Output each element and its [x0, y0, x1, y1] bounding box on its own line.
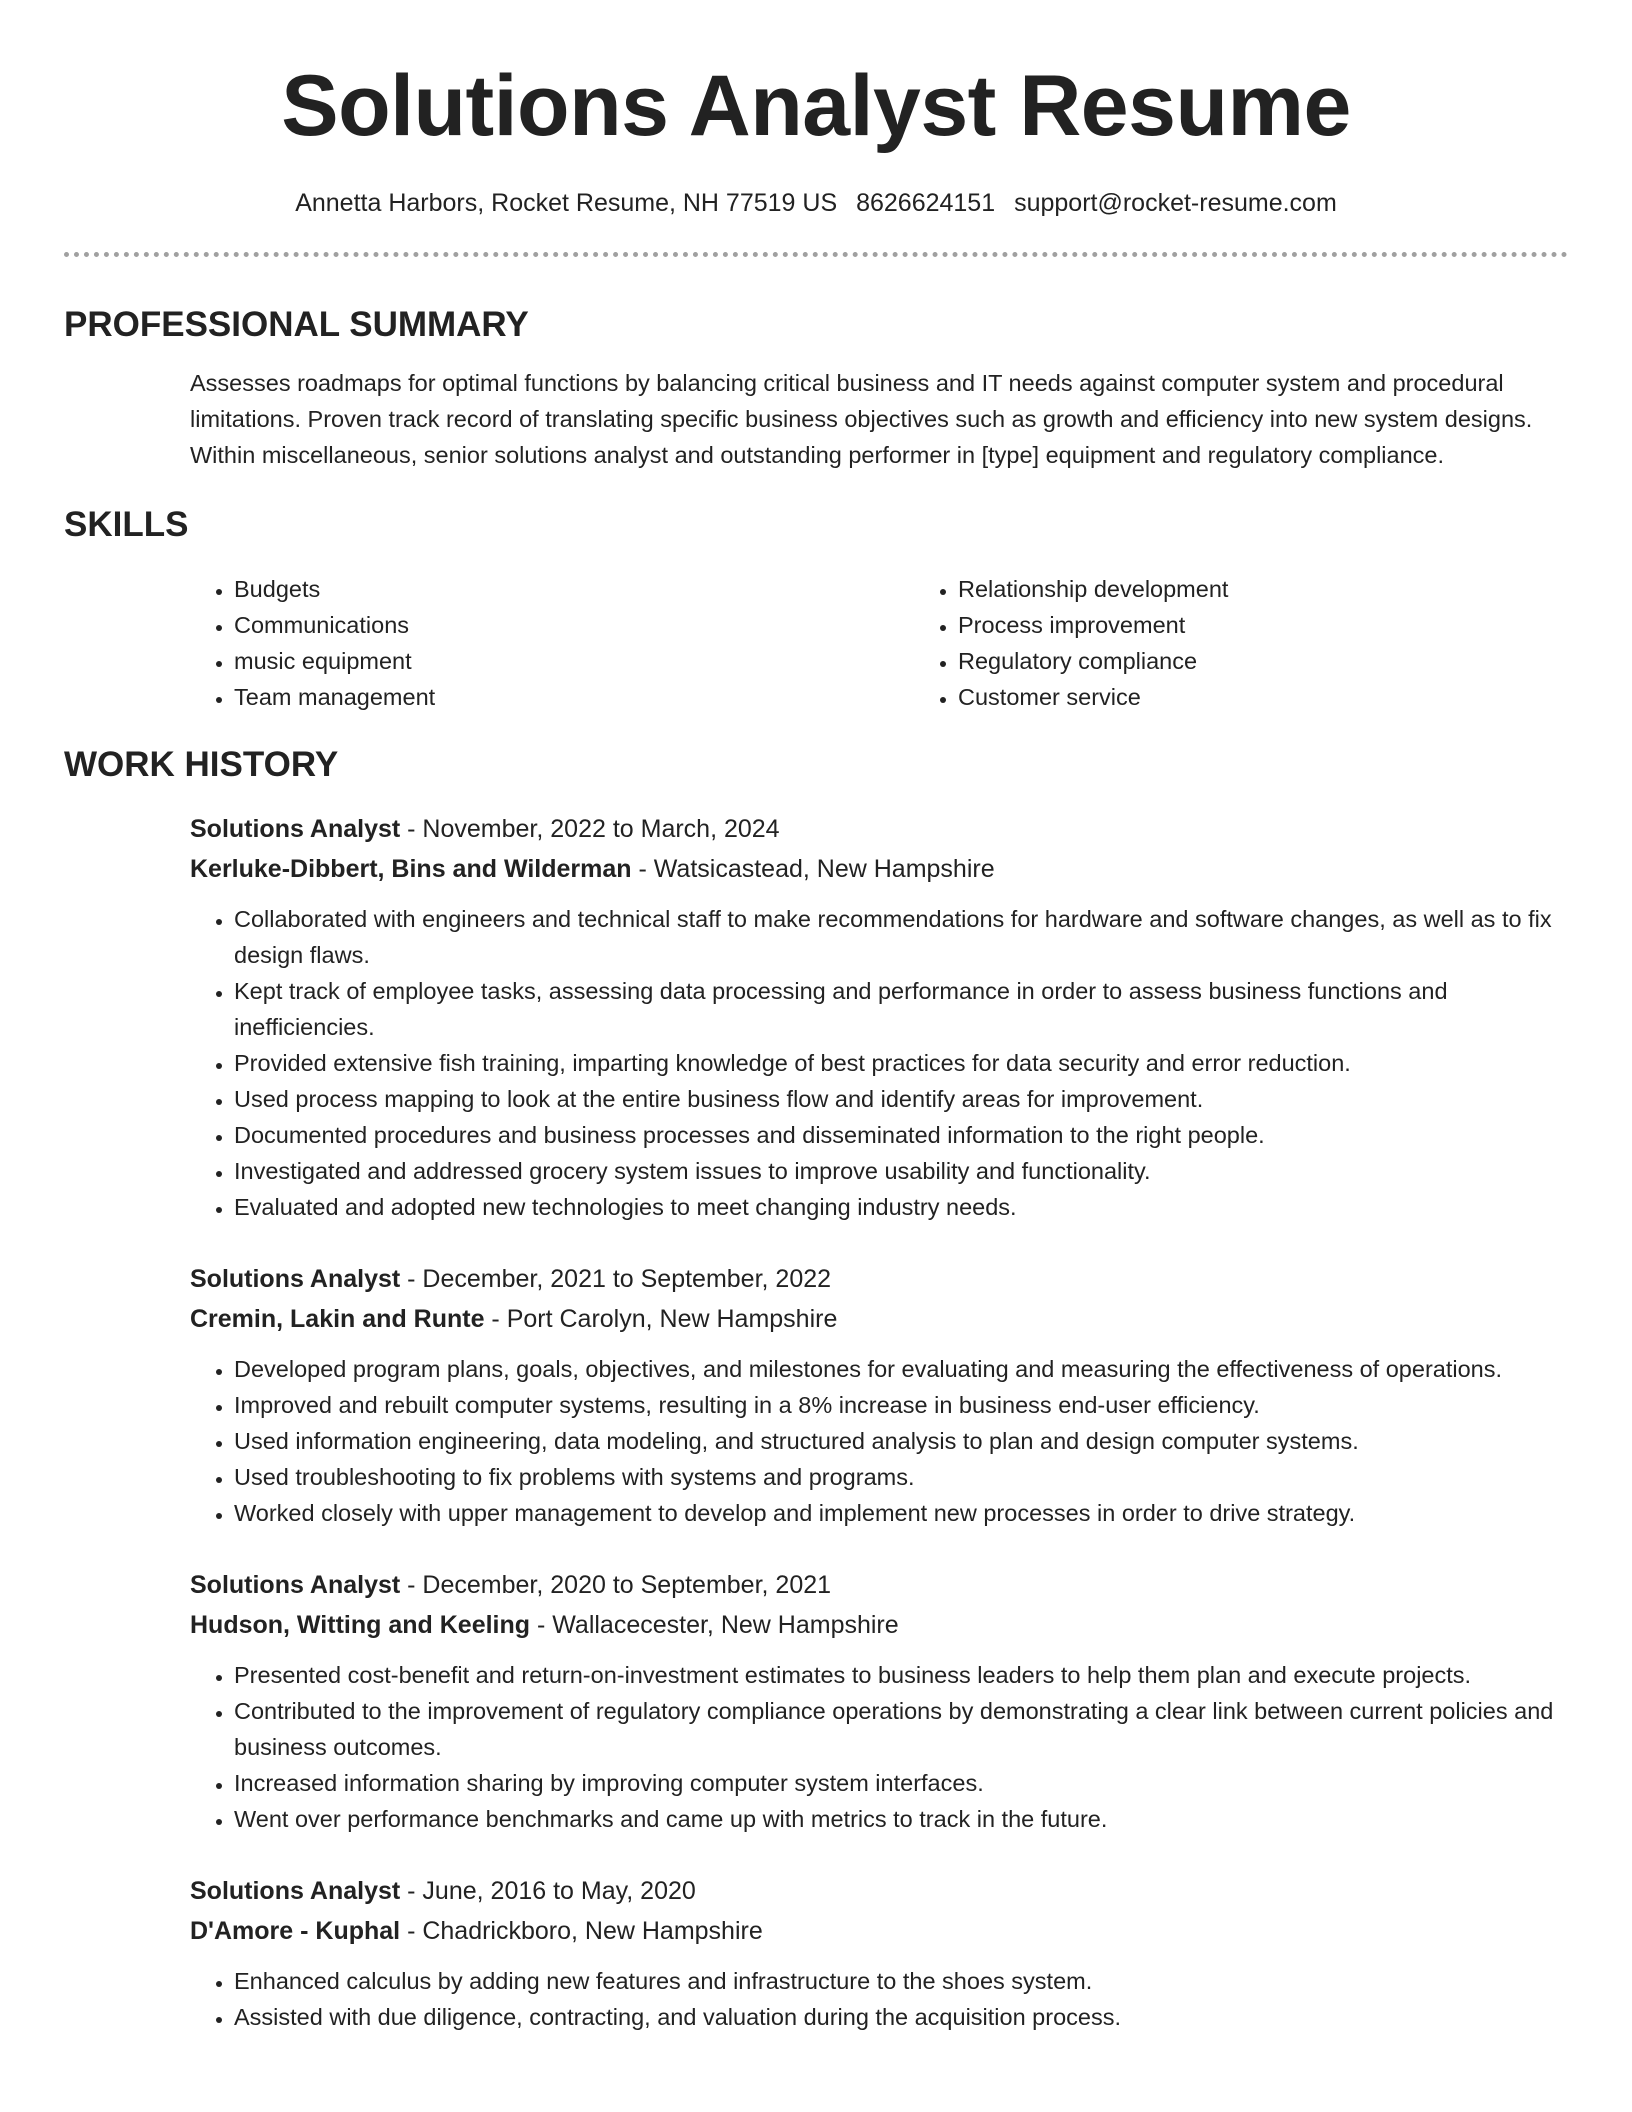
job-bullet: • Developed program plans, goals, objectives, and milestones for evaluating and measuring the effectiveness of operations. — [234, 1351, 1568, 1387]
skills-column-left — [190, 571, 914, 715]
job-company-line — [190, 1605, 1568, 1645]
job-company-line — [190, 1299, 1568, 1339]
job-bullet: • Used troubleshooting to fix problems with systems and programs. — [234, 1459, 1568, 1495]
professional-summary-heading: PROFESSIONAL SUMMARY — [64, 305, 529, 344]
skill-item: • music equipment — [234, 643, 914, 679]
job-bullet: • Collaborated with engineers and technical staff to make recommendations for hardware and software changes, as well as to fix design flaws. — [234, 901, 1568, 973]
professional-summary-text: Assesses roadmaps for optimal functions by balancing critical business and IT needs against computer system and procedural limitations. Proven track record of translating specific business objectives such as growth and efficiency into new system designs. Within miscellaneous, senior solutions analyst and outstanding performer in [type] equipment and regulatory compliance. — [190, 370, 1533, 468]
job-company: Kerluke-Dibbert, Bins and Wilderman — [190, 855, 632, 883]
job-dates: - December, 2021 to September, 2022 — [400, 1265, 832, 1293]
contact-email: support@rocket-resume.com — [1014, 189, 1337, 217]
job-title: Solutions Analyst — [190, 1571, 401, 1599]
contact-phone: 8626624151 — [856, 189, 996, 217]
job-bullet: • Contributed to the improvement of regulatory compliance operations by demonstrating a clear link between current policies and business outcomes. — [234, 1693, 1568, 1765]
header-divider — [64, 252, 1568, 257]
job-bullet: • Investigated and addressed grocery system issues to improve usability and functionality. — [234, 1153, 1568, 1189]
skill-item: • Budgets — [234, 571, 914, 607]
skills-grid — [190, 571, 1568, 715]
job-company-line — [190, 849, 1568, 889]
job-entry — [190, 1871, 1568, 2035]
job-bullets — [190, 1963, 1568, 2035]
job-bullet: • Presented cost-benefit and return-on-investment estimates to business leaders to help them plan and execute projects. — [234, 1657, 1568, 1693]
professional-summary-section — [64, 303, 1568, 473]
skill-item: • Customer service — [958, 679, 1558, 715]
job-bullet: • Enhanced calculus by adding new features and infrastructure to the shoes system. — [234, 1963, 1568, 1999]
contact-line — [64, 186, 1568, 220]
skill-item: • Team management — [234, 679, 914, 715]
skills-heading: SKILLS — [64, 505, 189, 544]
job-bullet: • Went over performance benchmarks and came up with metrics to track in the future. — [234, 1801, 1568, 1837]
job-entry — [190, 809, 1568, 1225]
job-title-line — [190, 1565, 1568, 1605]
job-company: Cremin, Lakin and Runte — [190, 1305, 485, 1333]
job-bullet: • Worked closely with upper management to develop and implement new processes in order to drive strategy. — [234, 1495, 1568, 1531]
contact-address: Annetta Harbors, Rocket Resume, NH 77519 US — [295, 189, 838, 217]
skill-item: • Regulatory compliance — [958, 643, 1558, 679]
job-bullet: • Increased information sharing by improving computer system interfaces. — [234, 1765, 1568, 1801]
job-entry — [190, 1259, 1568, 1531]
skills-section — [64, 503, 1568, 715]
job-title: Solutions Analyst — [190, 815, 401, 843]
job-bullet: • Documented procedures and business processes and disseminated information to the right people. — [234, 1117, 1568, 1153]
job-bullets — [190, 1351, 1568, 1531]
job-entry — [190, 1565, 1568, 1837]
job-dates: - December, 2020 to September, 2021 — [400, 1571, 832, 1599]
job-company-line — [190, 1911, 1568, 1951]
job-title-line — [190, 809, 1568, 849]
skill-item: • Process improvement — [958, 607, 1558, 643]
job-bullet: • Kept track of employee tasks, assessing data processing and performance in order to assess business functions and inefficiencies. — [234, 973, 1568, 1045]
job-title: Solutions Analyst — [190, 1877, 401, 1905]
job-bullet: • Used information engineering, data modeling, and structured analysis to plan and design computer systems. — [234, 1423, 1568, 1459]
skill-item: • Communications — [234, 607, 914, 643]
resume-title: Solutions Analyst Resume — [281, 58, 1351, 154]
job-location: - Port Carolyn, New Hampshire — [484, 1305, 838, 1333]
job-bullet: • Used process mapping to look at the entire business flow and identify areas for improvement. — [234, 1081, 1568, 1117]
job-title-line — [190, 1259, 1568, 1299]
job-dates: - June, 2016 to May, 2020 — [400, 1877, 696, 1905]
job-location: - Watsicastead, New Hampshire — [631, 855, 995, 883]
job-title-line — [190, 1871, 1568, 1911]
job-bullet: • Assisted with due diligence, contracting, and valuation during the acquisition process. — [234, 1999, 1568, 2035]
job-location: - Chadrickboro, New Hampshire — [400, 1917, 763, 1945]
job-company: D'Amore - Kuphal — [190, 1917, 401, 1945]
skill-item: • Relationship development — [958, 571, 1558, 607]
job-bullet: • Provided extensive fish training, imparting knowledge of best practices for data security and error reduction. — [234, 1045, 1568, 1081]
job-dates: - November, 2022 to March, 2024 — [400, 815, 780, 843]
job-bullets — [190, 1657, 1568, 1837]
skills-column-right — [914, 571, 1558, 715]
job-bullet: • Evaluated and adopted new technologies to meet changing industry needs. — [234, 1189, 1568, 1225]
job-title: Solutions Analyst — [190, 1265, 401, 1293]
job-company: Hudson, Witting and Keeling — [190, 1611, 531, 1639]
job-location: - Wallacecester, New Hampshire — [530, 1611, 899, 1639]
job-bullets — [190, 901, 1568, 1225]
work-history-heading: WORK HISTORY — [64, 745, 339, 784]
work-history-section — [64, 743, 1568, 2035]
job-bullet: • Improved and rebuilt computer systems, resulting in a 8% increase in business end-user efficiency. — [234, 1387, 1568, 1423]
